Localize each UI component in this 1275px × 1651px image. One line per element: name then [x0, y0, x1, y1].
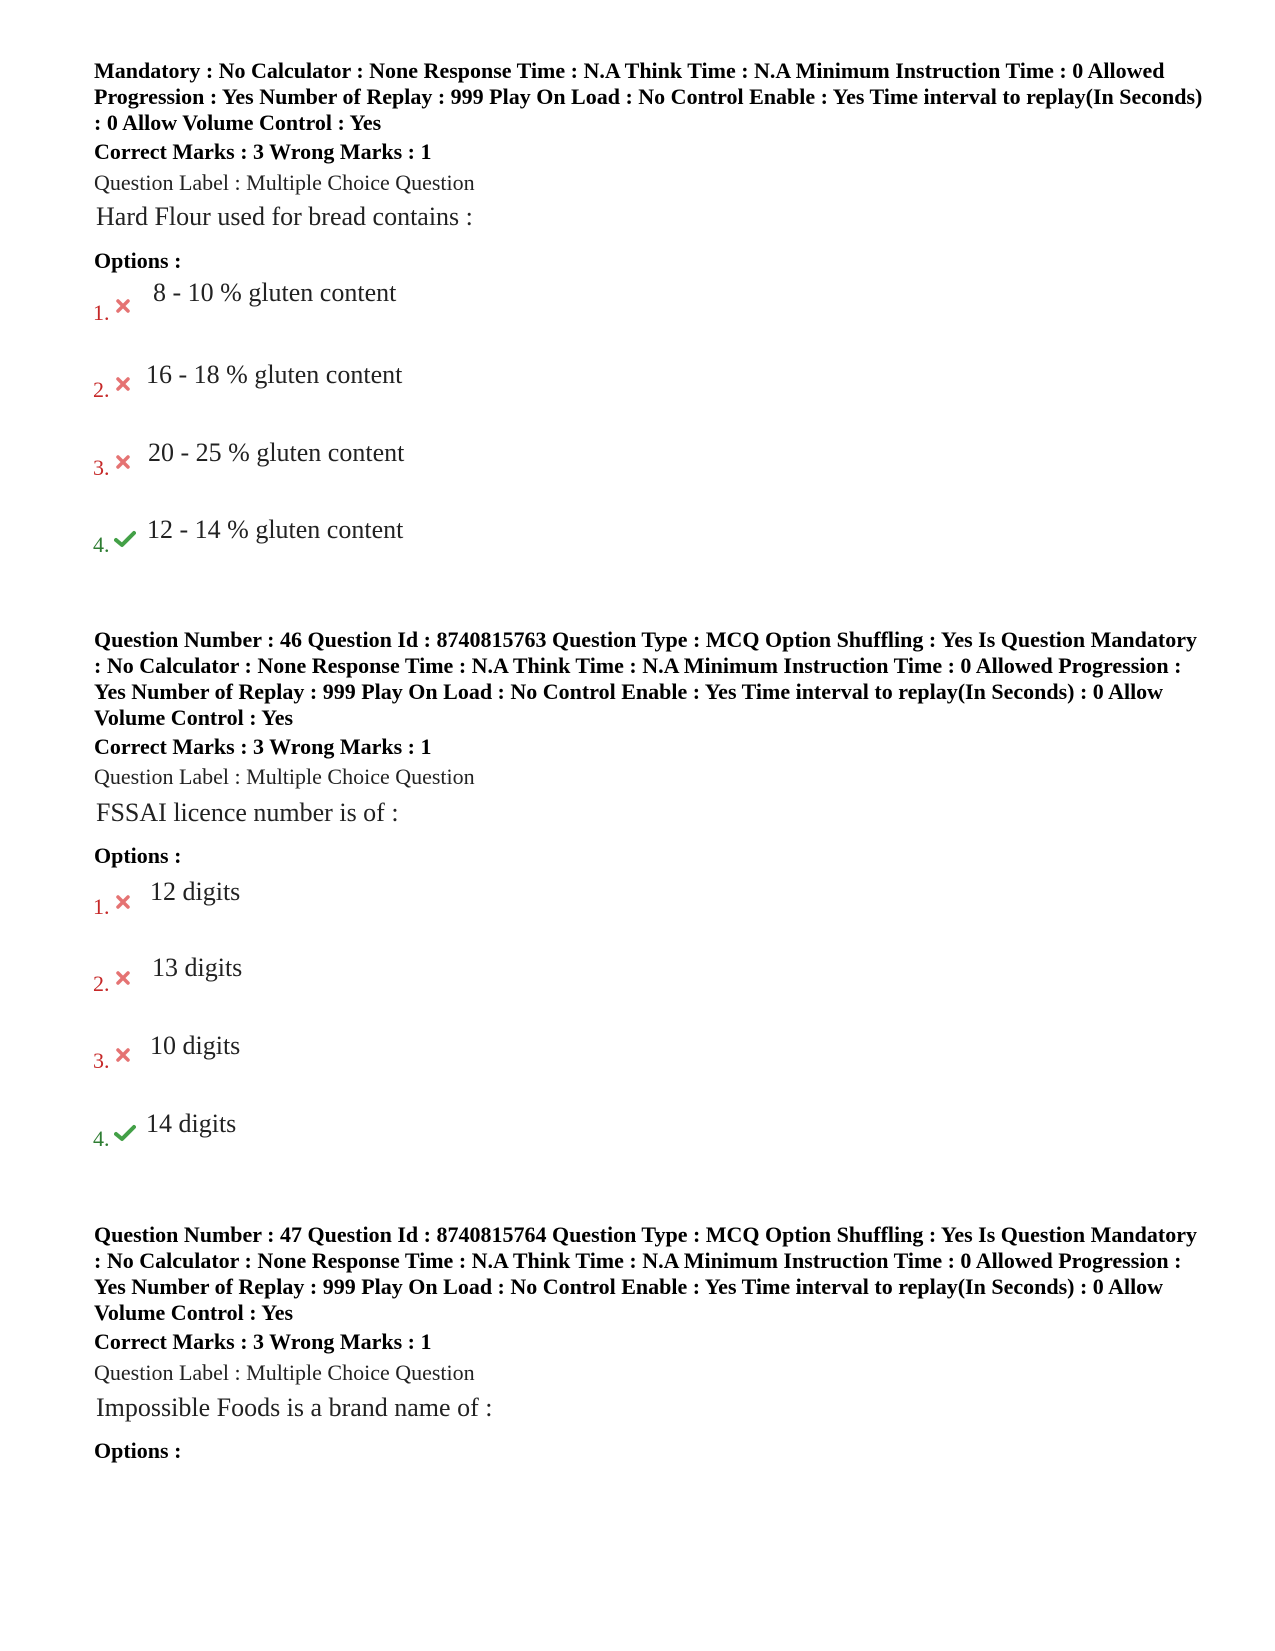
cross-icon [116, 895, 130, 909]
cross-icon [116, 299, 130, 313]
question-label: Question Label : Multiple Choice Question [94, 1360, 475, 1385]
option-number: 3. [93, 1048, 110, 1073]
cross-icon [116, 971, 130, 985]
option-item [0, 278, 700, 325]
question-meta: Question Number : 47 Question Id : 8740815764 Question Type : MCQ Option Shuffling : Yes Is Question Mandatory : No Calculator : None Response Time : N.A Think Time : N.A Minimum Instruction Time : 0 Allowed Progression : Yes Number of Replay : 999 Play On Load : No Control Enable : Yes Time interval to replay(In Seconds) : 0 Allow Volume Control : Yes [94, 1222, 1197, 1325]
option-item [0, 1109, 700, 1149]
options-heading: Options : [94, 248, 182, 273]
option-text: 8 - 10 % gluten content [153, 278, 397, 307]
option-text: 12 digits [150, 877, 241, 906]
option-item [0, 877, 700, 917]
option-number: 4. [93, 1126, 110, 1151]
option-text: 10 digits [150, 1031, 241, 1060]
option-number: 2. [93, 971, 110, 996]
cross-icon [116, 1048, 130, 1062]
question-meta: Question Number : 46 Question Id : 8740815763 Question Type : MCQ Option Shuffling : Yes Is Question Mandatory : No Calculator : None Response Time : N.A Think Time : N.A Minimum Instruction Time : 0 Allowed Progression : Yes Number of Replay : 999 Play On Load : No Control Enable : Yes Time interval to replay(In Seconds) : 0 Allow Volume Control : Yes [94, 627, 1197, 730]
marks-info: Correct Marks : 3 Wrong Marks : 1 [94, 1329, 432, 1354]
option-item [0, 438, 700, 478]
marks-info: Correct Marks : 3 Wrong Marks : 1 [94, 734, 432, 759]
question-meta: Mandatory : No Calculator : None Response Time : N.A Think Time : N.A Minimum Instruction Time : 0 Allowed Progression : Yes Number of Replay : 999 Play On Load : No Control Enable : Yes Time interval to replay(In Seconds) : 0 Allow Volume Control : Yes [94, 58, 1203, 135]
option-number: 1. [93, 300, 110, 325]
option-item [0, 1031, 700, 1071]
option-text: 12 - 14 % gluten content [147, 515, 404, 544]
check-icon [114, 1124, 136, 1142]
cross-icon [116, 455, 130, 469]
options-heading: Options : [94, 1438, 182, 1463]
option-item [0, 954, 700, 994]
option-item [0, 360, 700, 400]
options-heading: Options : [94, 843, 182, 868]
option-text: 13 digits [152, 953, 243, 982]
question-text: FSSAI licence number is of : [96, 798, 399, 827]
question-text: Impossible Foods is a brand name of : [96, 1393, 493, 1422]
question-label: Question Label : Multiple Choice Question [94, 170, 475, 195]
question-text: Hard Flour used for bread contains : [96, 202, 473, 231]
option-text: 14 digits [146, 1109, 237, 1138]
option-text: 20 - 25 % gluten content [148, 438, 405, 467]
option-number: 3. [93, 455, 110, 480]
option-number: 2. [93, 377, 110, 402]
option-item [0, 515, 700, 555]
option-number: 1. [93, 894, 110, 919]
option-number: 4. [93, 532, 110, 557]
option-text: 16 - 18 % gluten content [146, 360, 403, 389]
question-label: Question Label : Multiple Choice Question [94, 764, 475, 789]
marks-info: Correct Marks : 3 Wrong Marks : 1 [94, 139, 432, 164]
cross-icon [116, 377, 130, 391]
check-icon [114, 530, 136, 548]
